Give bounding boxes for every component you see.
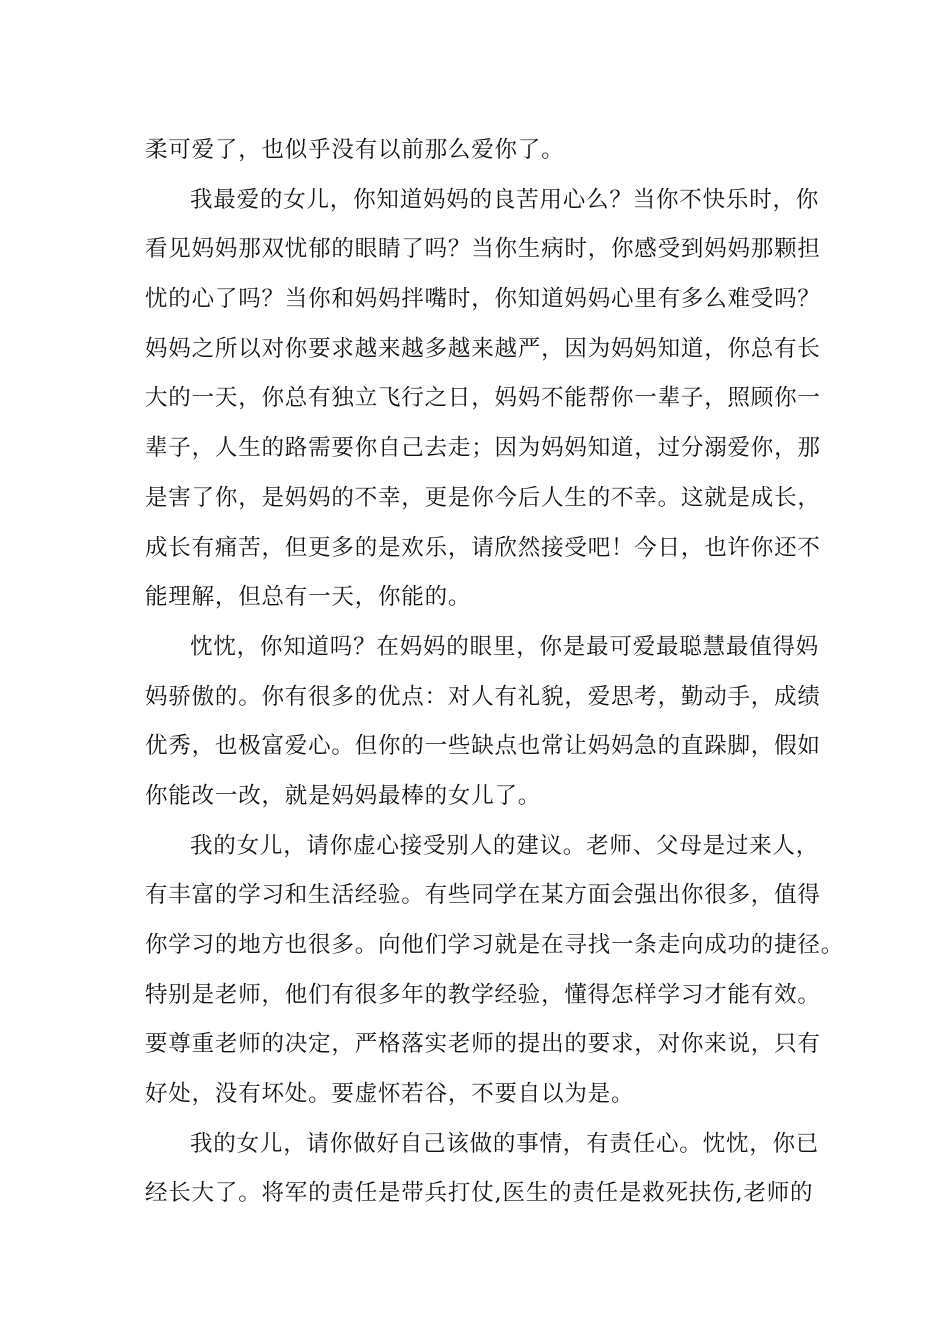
text-line: 你能改一改，就是妈妈最棒的女儿了。 xyxy=(145,782,542,809)
text-line: 柔可爱了，也似乎没有以前那么爱你了。 xyxy=(145,137,565,163)
text-line: 辈子，人生的路需要你自己去走；因为妈妈知道，过分溺爱你，那 xyxy=(145,435,821,462)
text-line: 妈妈之所以对你要求越来越多越来越严，因为妈妈知道，你总有长 xyxy=(145,335,821,362)
text-line: 忧的心了吗？当你和妈妈拌嘴时，你知道妈妈心里有多么难受吗？ xyxy=(145,286,821,313)
text-line: 你学习的地方也很多。向他们学习就是在寻找一条走向成功的捷径。 xyxy=(145,932,845,958)
text-line: 特别是老师，他们有很多年的教学经验，懂得怎样学习才能有效。 xyxy=(145,981,821,1008)
text-line: 好处，没有坏处。要虚怀若谷，不要自以为是。 xyxy=(145,1081,635,1108)
text-line: 我的女儿，请你做好自己该做的事情，有责任心。忱忱，你已 xyxy=(190,1130,820,1157)
text-line: 成长有痛苦，但更多的是欢乐，请欣然接受吧！今日，也许你还不 xyxy=(145,534,821,561)
document-body xyxy=(145,126,845,1219)
text-line: 经长大了。将军的责任是带兵打仗,医生的责任是救死扶伤,老师的 xyxy=(145,1180,814,1207)
text-line: 我最爱的女儿，你知道妈妈的良苦用心么？当你不快乐时，你 xyxy=(190,186,820,213)
text-line: 要尊重老师的决定，严格落实老师的提出的要求，对你来说，只有 xyxy=(145,1031,821,1058)
text-line: 是害了你，是妈妈的不幸，更是你今后人生的不幸。这就是成长， xyxy=(145,484,821,511)
text-line: 大的一天，你总有独立飞行之日，妈妈不能帮你一辈子，照顾你一 xyxy=(145,385,821,412)
text-line: 忱忱，你知道吗？在妈妈的眼里，你是最可爱最聪慧最值得妈 xyxy=(190,633,820,660)
text-line: 妈骄傲的。你有很多的优点：对人有礼貌，爱思考，勤动手，成绩 xyxy=(145,683,821,710)
text-line: 我的女儿，请你虚心接受别人的建议。老师、父母是过来人， xyxy=(190,832,820,859)
text-line: 优秀，也极富爱心。但你的一些缺点也常让妈妈急的直跺脚，假如 xyxy=(145,733,821,760)
text-line: 看见妈妈那双忧郁的眼睛了吗？当你生病时，你感受到妈妈那颗担 xyxy=(145,236,821,263)
text-line: 有丰富的学习和生活经验。有些同学在某方面会强出你很多，值得 xyxy=(145,882,821,909)
text-line: 能理解，但总有一天，你能的。 xyxy=(145,584,472,611)
